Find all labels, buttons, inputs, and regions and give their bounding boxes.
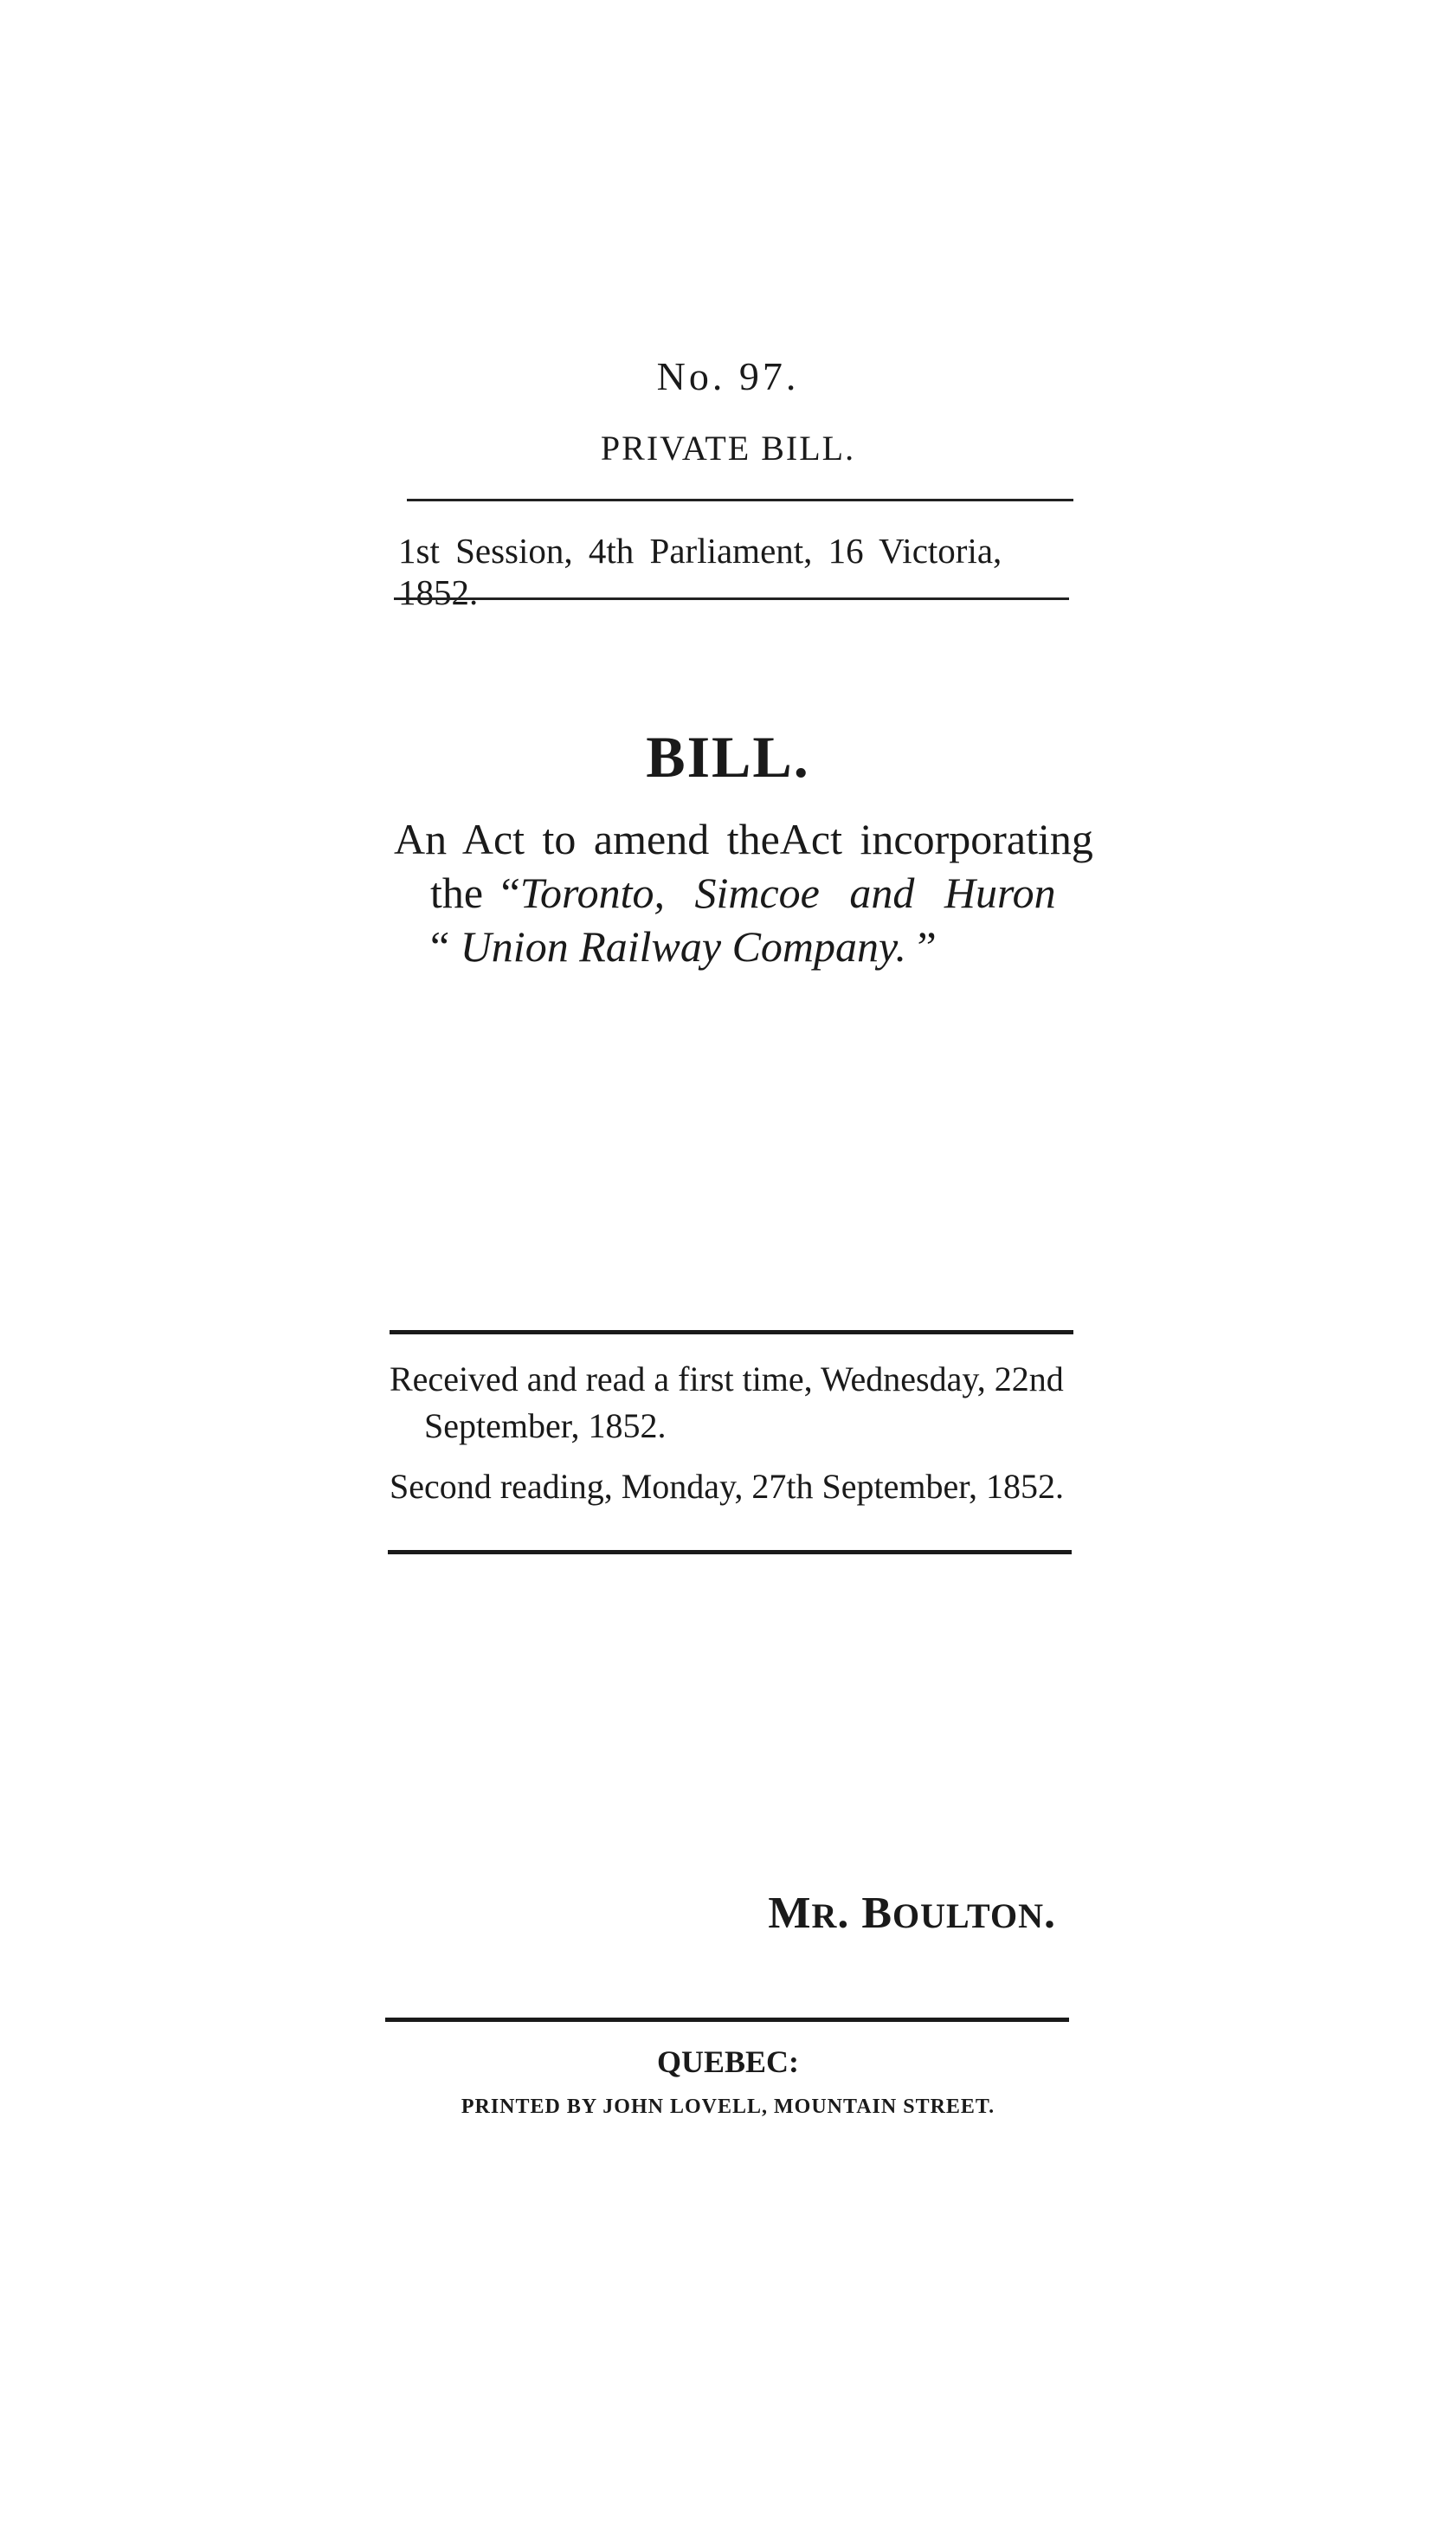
- divider-readings-top: [390, 1330, 1073, 1334]
- bill-type: PRIVATE BILL.: [600, 429, 856, 468]
- divider-session: [394, 597, 1069, 600]
- second-reading-line: Second reading, Monday, 27th September, 1852.: [390, 1467, 1064, 1506]
- member-name-big: B: [861, 1889, 893, 1938]
- divider-imprint: [385, 2018, 1069, 2022]
- act-title-line-3-suffix: ”: [905, 922, 937, 971]
- member-dot: .: [837, 1889, 862, 1938]
- act-title-line-2-prefix: the “: [430, 869, 520, 917]
- divider-readings-bottom: [388, 1550, 1072, 1554]
- first-reading-line-1: Received and read a first time, Wednesday, 22nd: [390, 1359, 1064, 1398]
- act-title-line-3: [394, 920, 1086, 973]
- imprint-place: QUEBEC:: [656, 2044, 800, 2079]
- second-reading: [390, 1463, 1082, 1510]
- member-name-small: OULTON: [892, 1896, 1044, 1935]
- first-reading-line-2: September, 1852.: [424, 1406, 667, 1445]
- imprint-printer: PRINTED BY JOHN LOVELL, MOUNTAIN STREET.: [461, 2096, 995, 2118]
- act-title-line-1: An Act to amend theAct incorporating: [394, 815, 1093, 863]
- member-end: .: [1044, 1889, 1056, 1938]
- first-reading: [390, 1356, 1082, 1450]
- act-title-line-3-italic: Union Railway Company.: [460, 922, 906, 971]
- act-title-line-2-italic: Toronto, Simcoe and Huron: [519, 869, 1056, 917]
- bill-heading: BILL.: [646, 724, 810, 790]
- member-prefix-big: M: [768, 1889, 812, 1938]
- act-title-line-2: [394, 866, 1086, 920]
- act-title-line-3-prefix: “: [430, 922, 461, 971]
- member-prefix-small: R: [811, 1896, 838, 1935]
- session-line: 1st Session, 4th Parliament, 16 Victoria, 1852.: [398, 531, 1002, 612]
- bill-number: No. 97.: [656, 354, 800, 398]
- member-name: [762, 1888, 1056, 1939]
- divider-top: [407, 499, 1073, 501]
- act-title: [394, 812, 1093, 973]
